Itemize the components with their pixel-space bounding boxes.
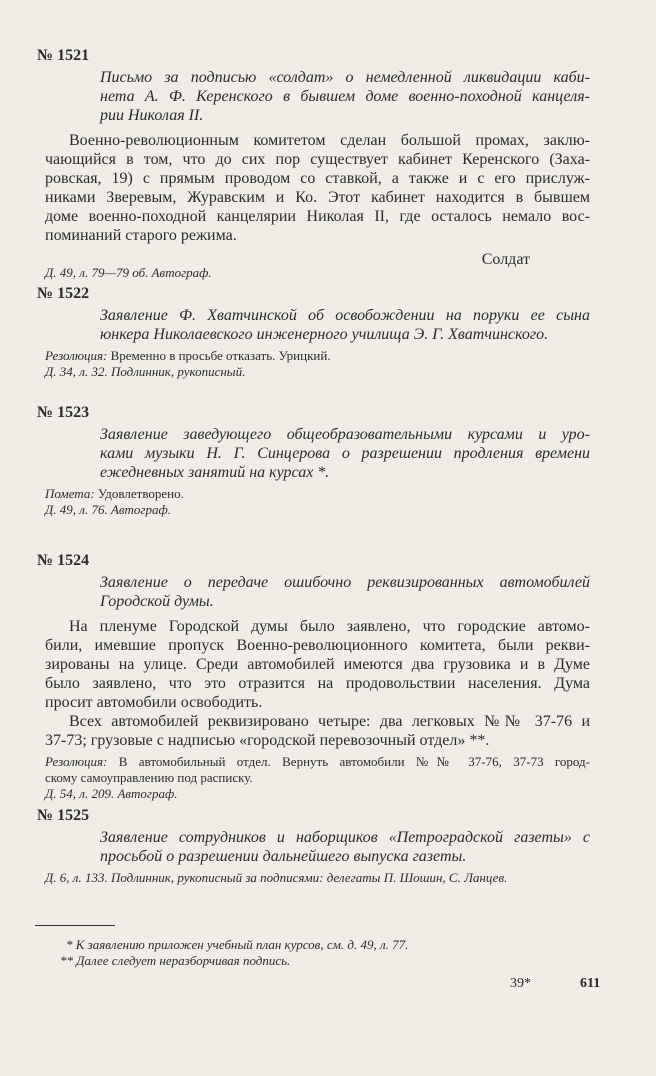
page-number: 611 bbox=[580, 976, 601, 991]
footnote-divider bbox=[35, 925, 115, 926]
archive-source: Д. 49, л. 79—79 об. Автограф. bbox=[45, 265, 212, 280]
document-entry bbox=[37, 806, 590, 886]
title-line: нета А. Ф. Керенского в бывшем доме военно-походной канцеля- bbox=[100, 88, 590, 105]
title-line: ежедневных занятий на курсах *. bbox=[100, 464, 330, 481]
document-title bbox=[100, 425, 590, 482]
title-line: юнкера Николаевского инженерного училища Э. Г. Хватчинского. bbox=[100, 326, 549, 343]
document-body bbox=[45, 131, 590, 245]
title-line: Городской думы. bbox=[100, 593, 214, 610]
body-line: На пленуме Городской думы было заявлено, что городские автомо- bbox=[69, 618, 590, 635]
document-number: № 1522 bbox=[37, 285, 90, 302]
title-line: рии Николая II. bbox=[100, 107, 204, 124]
note-text: Временно в просьбе отказать. Урицкий. bbox=[110, 348, 331, 363]
body-line: было заявлено, что это отразится на продовольствии населения. Дума bbox=[45, 675, 590, 692]
note-line bbox=[45, 770, 590, 786]
archive-source: Д. 54, л. 209. Автограф. bbox=[45, 786, 178, 801]
document-number: № 1521 bbox=[37, 47, 90, 64]
body-line: поминаний старого режима. bbox=[45, 227, 237, 244]
document-title bbox=[100, 828, 590, 866]
document-title bbox=[100, 68, 590, 125]
body-line: Всех автомобилей реквизировано четыре: два легковых №№ 37-76 и bbox=[69, 713, 590, 730]
document-title bbox=[100, 573, 590, 611]
note-line bbox=[45, 348, 590, 364]
document-title bbox=[100, 306, 590, 344]
body-line: Военно-революционным комитетом сделан большой промах, заклю- bbox=[69, 132, 590, 149]
note-label: Резолюция: bbox=[45, 348, 108, 363]
note-text: В автомобильный отдел. Вернуть автомобили №№ 37-76, 37-73 город- bbox=[118, 754, 590, 769]
footnote-1: * К заявлению приложен учебный план курсов, см. д. 49, л. 77. bbox=[66, 937, 409, 952]
document-number: № 1524 bbox=[37, 552, 90, 569]
document-entry bbox=[37, 551, 590, 802]
body-line: били, имевшие пропуск Военно-революционного комитета, были рекви- bbox=[45, 637, 590, 654]
body-line: доме военно-походной канцелярии Николая II, где осталось немало вос- bbox=[45, 208, 590, 225]
note-text: скому самоуправлению под расписку. bbox=[45, 770, 253, 785]
note-text: Удовлетворено. bbox=[97, 486, 184, 501]
signature-mark: 39* bbox=[510, 976, 531, 991]
body-line: чающийся в том, что до сих пор существует кабинет Керенского (Заха- bbox=[45, 151, 590, 168]
document-entry bbox=[37, 403, 590, 518]
document-entry bbox=[37, 46, 590, 281]
title-line: Заявление Ф. Хватчинской об освобождении на поруки ее сына bbox=[100, 307, 590, 324]
document-note bbox=[45, 754, 590, 786]
paragraph bbox=[45, 131, 590, 245]
paragraph bbox=[45, 712, 590, 750]
title-line: ками музыки Н. Г. Синцерова о разрешении продления времени bbox=[100, 445, 590, 462]
document-entry bbox=[37, 284, 590, 380]
body-line: ровская, 19) с прямым проводом со ставкой, а также и с его прислуж- bbox=[45, 170, 590, 187]
body-line: просит автомобили освободить. bbox=[45, 694, 263, 711]
document-number: № 1523 bbox=[37, 404, 90, 421]
body-line: зированы на улице. Среди автомобилей имеются два грузовика и в Думе bbox=[45, 656, 590, 673]
archive-source: Д. 6, л. 133. Подлинник, рукописный за подписями: делегаты П. Шошин, С. Ланцев. bbox=[45, 870, 508, 885]
note-label: Помета: bbox=[45, 486, 95, 501]
note-line bbox=[45, 486, 590, 502]
signature: Солдат bbox=[481, 251, 530, 268]
document-body bbox=[45, 617, 590, 750]
document-note bbox=[45, 486, 590, 502]
document-number: № 1525 bbox=[37, 807, 90, 824]
note-label: Резолюция: bbox=[45, 754, 108, 769]
title-line: просьбой о разрешении дальнейшего выпуска газеты. bbox=[100, 848, 467, 865]
title-line: Письмо за подписью «солдат» о немедленной ликвидации каби- bbox=[100, 69, 590, 86]
body-line: никами Зверевым, Журавским и Ко. Этот кабинет находится в бывшем bbox=[45, 189, 590, 206]
document-note bbox=[45, 348, 590, 364]
archive-source: Д. 49, л. 76. Автограф. bbox=[45, 502, 171, 517]
archive-source: Д. 34, л. 32. Подлинник, рукописный. bbox=[45, 364, 246, 379]
body-line: 37-73; грузовые с надписью «городской перевозочный отдел» **. bbox=[45, 732, 490, 749]
paragraph bbox=[45, 617, 590, 712]
footnote-2: ** Далее следует неразборчивая подпись. bbox=[60, 953, 291, 968]
title-line: Заявление сотрудников и наборщиков «Петроградской газеты» с bbox=[100, 829, 590, 846]
title-line: Заявление о передаче ошибочно реквизированных автомобилей bbox=[100, 574, 590, 591]
title-line: Заявление заведующего общеобразовательными курсами и уро- bbox=[100, 426, 590, 443]
note-line bbox=[45, 754, 590, 770]
